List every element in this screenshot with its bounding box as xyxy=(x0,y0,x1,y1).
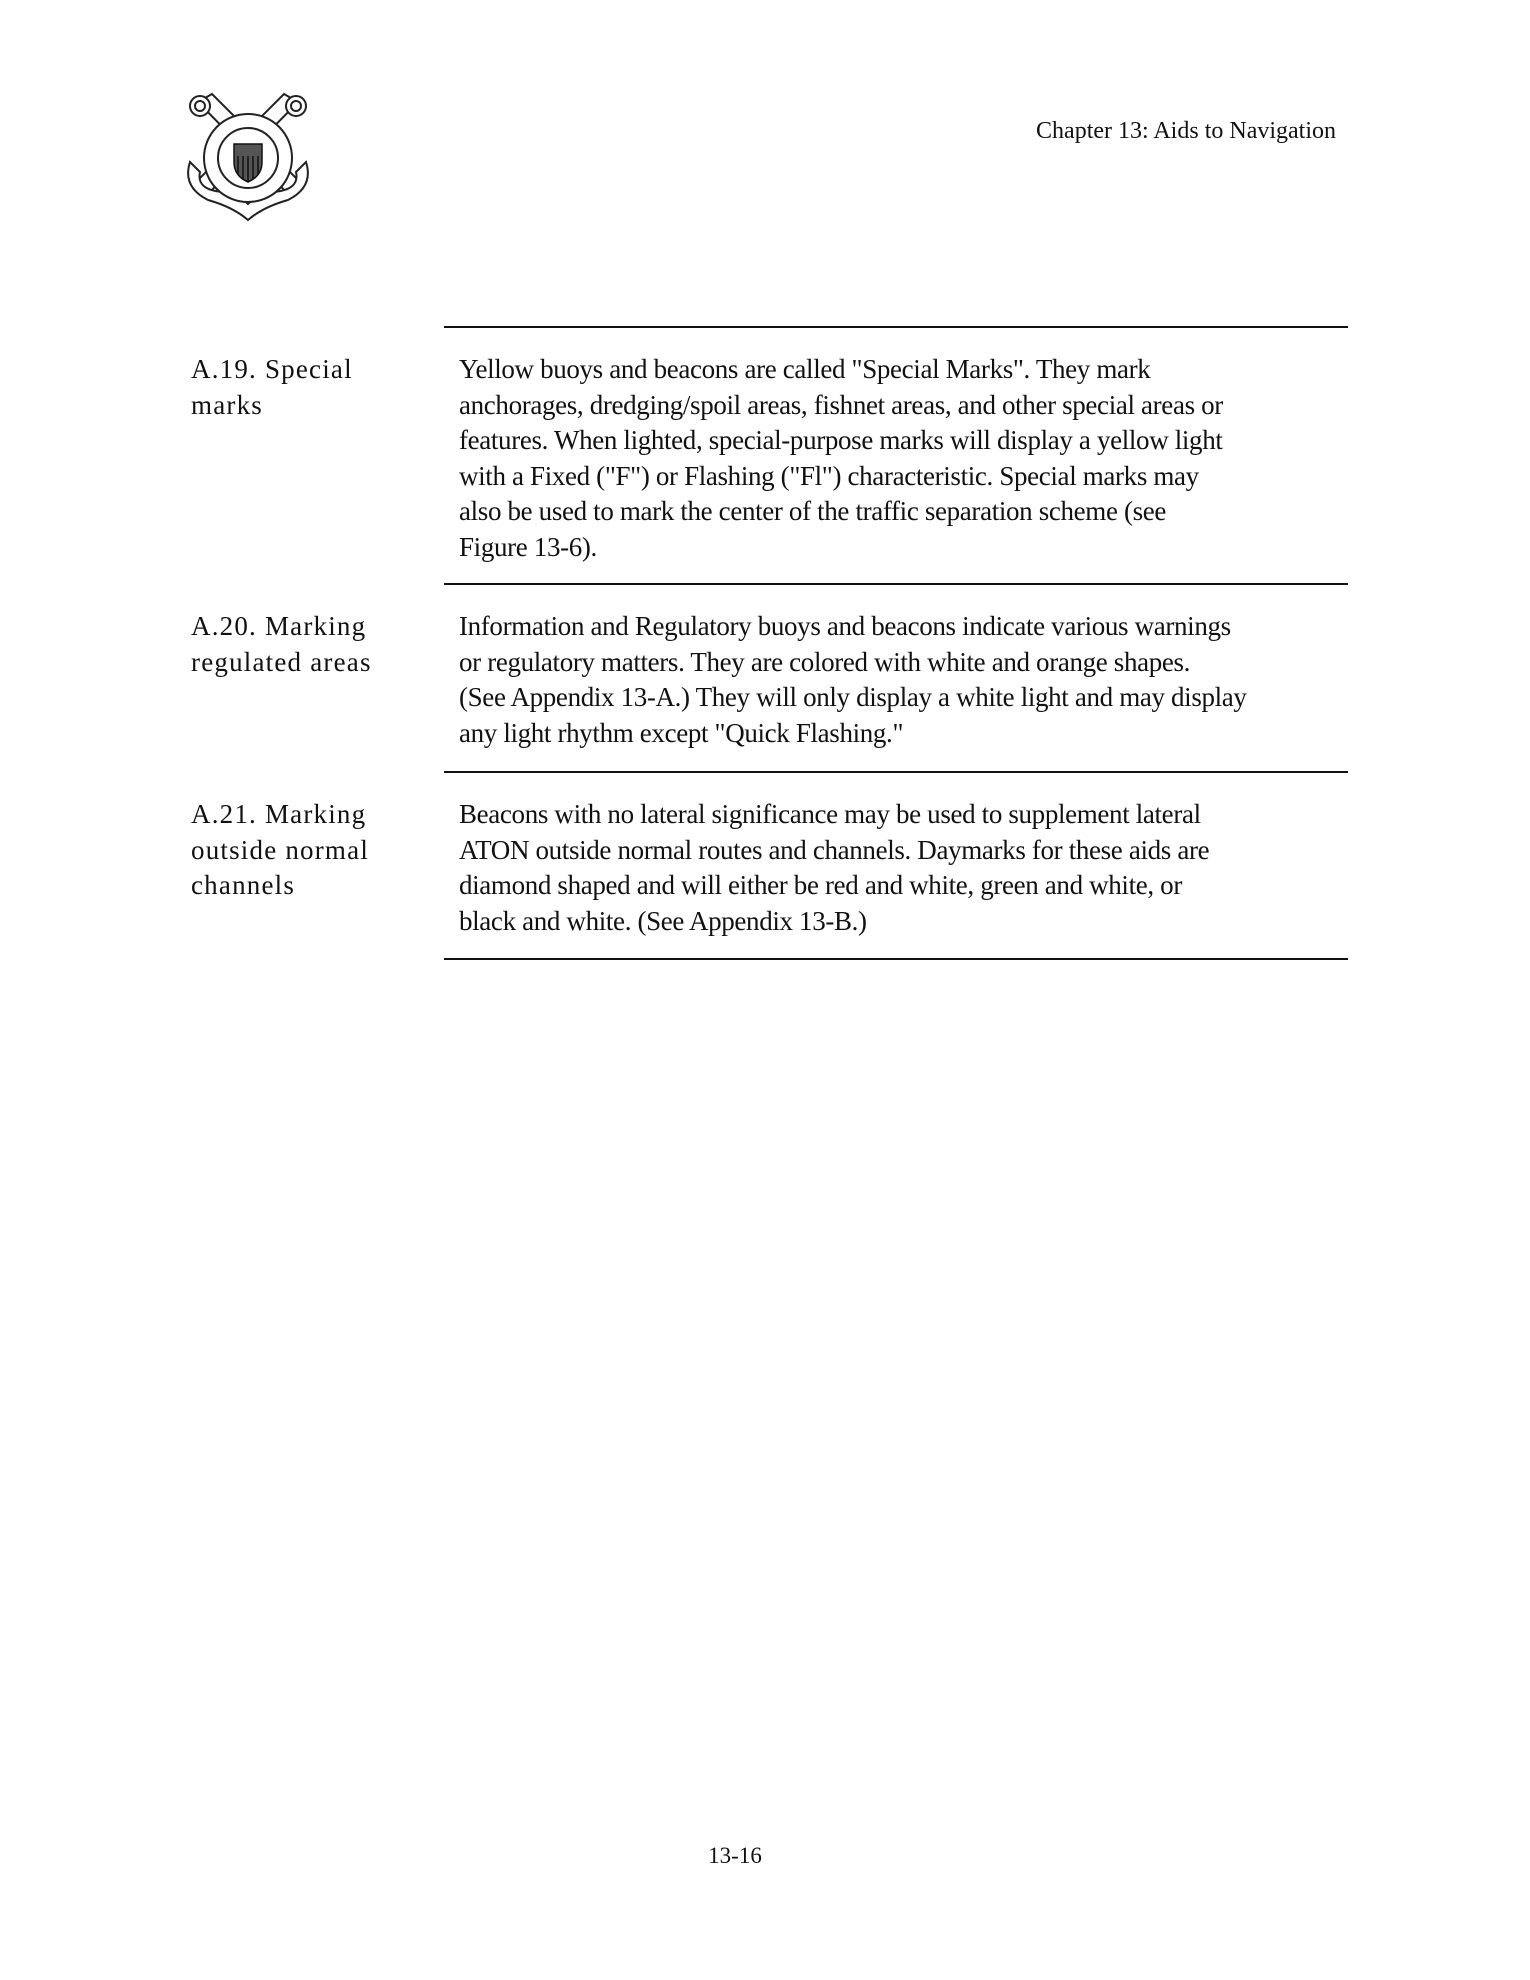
section-label-a19 xyxy=(191,352,353,423)
section-body-a19 xyxy=(459,352,1223,565)
body-line: (See Appendix 13-A.) They will only display a white light and may display xyxy=(459,682,1247,712)
body-line: Information and Regulatory buoys and beacons indicate various warnings xyxy=(459,611,1231,641)
body-line: Figure 13-6). xyxy=(459,531,597,562)
label-line: A.19. Special xyxy=(191,354,353,384)
section-label-a21 xyxy=(191,797,369,904)
section-divider xyxy=(444,326,1348,328)
label-line: channels xyxy=(191,870,296,900)
body-line: any light rhythm except "Quick Flashing." xyxy=(459,717,904,748)
coast-guard-seal-logo xyxy=(178,92,318,224)
label-line: regulated areas xyxy=(191,646,372,677)
body-line: also be used to mark the center of the traffic separation scheme (see xyxy=(459,496,1167,526)
section-divider xyxy=(444,583,1348,585)
label-line: outside normal xyxy=(191,834,370,865)
section-label-a20 xyxy=(191,609,372,680)
body-line: Yellow buoys and beacons are called "Special Marks". They mark xyxy=(459,354,1151,384)
page-number: 13-16 xyxy=(708,1843,762,1868)
label-line: A.20. Marking xyxy=(191,611,367,641)
label-line: marks xyxy=(191,389,263,420)
section-divider xyxy=(444,771,1348,773)
body-line: or regulatory matters. They are colored with white and orange shapes. xyxy=(459,646,1191,677)
section-body-a20 xyxy=(459,609,1247,751)
body-line: diamond shaped and will either be red and white, green and white, or xyxy=(459,870,1182,900)
section-divider xyxy=(444,958,1348,960)
body-line: with a Fixed ("F") or Flashing ("Fl") characteristic. Special marks may xyxy=(459,460,1199,491)
body-line: features. When lighted, special-purpose marks will display a yellow light xyxy=(459,425,1223,455)
body-line: black and white. (See Appendix 13-B.) xyxy=(459,905,867,936)
label-line: A.21. Marking xyxy=(191,799,367,829)
section-body-a21 xyxy=(459,797,1209,939)
chapter-header: Chapter 13: Aids to Navigation xyxy=(1036,118,1336,144)
body-line: anchorages, dredging/spoil areas, fishnet areas, and other special areas or xyxy=(459,389,1223,420)
body-line: Beacons with no lateral significance may be used to supplement lateral xyxy=(459,799,1201,829)
body-line: ATON outside normal routes and channels. Daymarks for these aids are xyxy=(459,834,1210,865)
